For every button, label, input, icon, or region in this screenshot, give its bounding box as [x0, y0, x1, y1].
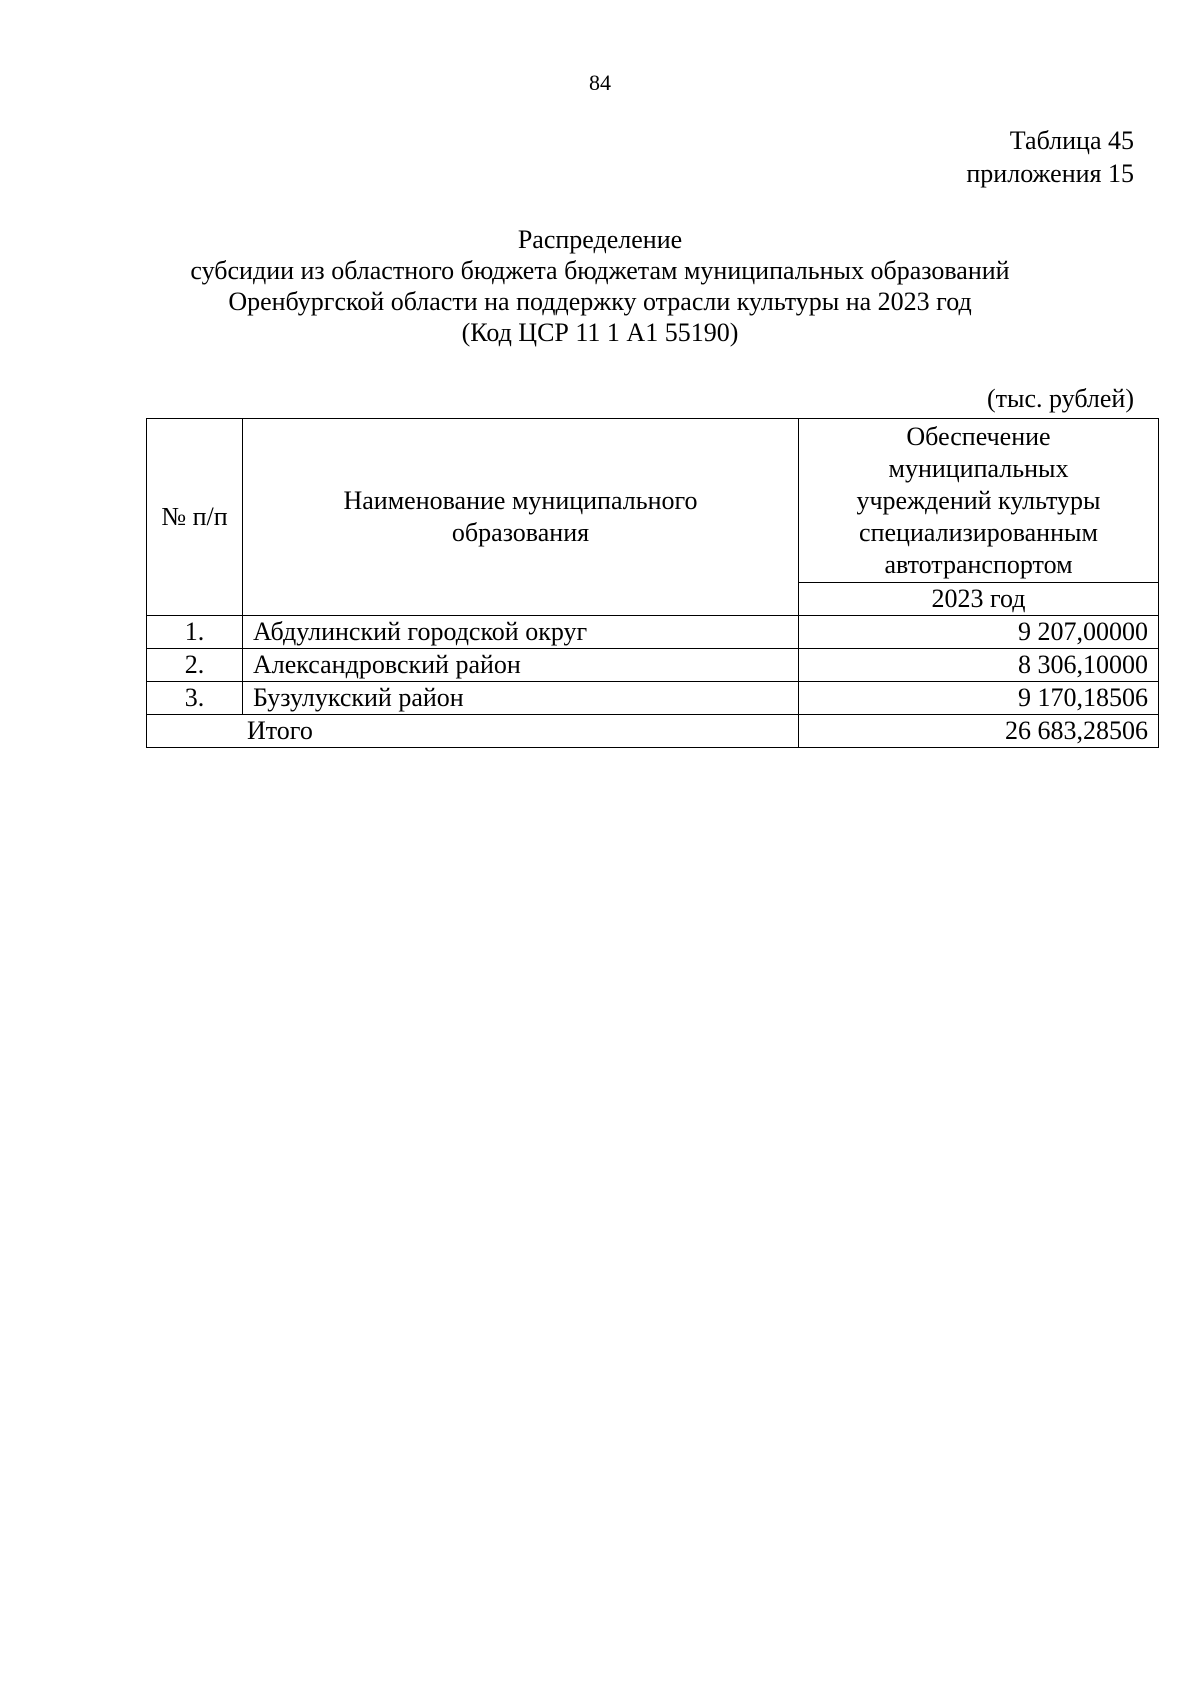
units-note: (тыс. рублей): [986, 384, 1134, 413]
header-year: 2023 год: [799, 583, 1159, 616]
table-header-row: [147, 419, 1159, 583]
title-line-4: (Код ЦСР 11 1 А1 55190): [461, 318, 739, 347]
table-row: [147, 682, 1159, 715]
header-purpose-line-1: Обеспечение: [906, 421, 1051, 451]
row-municipality: Александровский район: [243, 649, 799, 682]
document-title: [0, 224, 1200, 348]
table-total-row: [147, 715, 1159, 748]
header-purpose-line-2: муниципальных: [888, 453, 1069, 483]
table-reference-line: Таблица 45: [1009, 126, 1134, 155]
row-number: 1.: [147, 616, 243, 649]
header-purpose-line-4: специализированным: [859, 517, 1098, 547]
header-number: № п/п: [147, 419, 243, 616]
page-number: 84: [589, 70, 611, 95]
header-purpose-line-3: учреждений культуры: [856, 485, 1101, 515]
header-purpose: [799, 419, 1159, 583]
row-municipality: Абдулинский городской округ: [243, 616, 799, 649]
row-municipality: Бузулукский район: [243, 682, 799, 715]
total-value: 26 683,28506: [799, 715, 1159, 748]
header-municipality-line-1: Наименование муниципального: [343, 486, 698, 515]
header-purpose-line-5: автотранспортом: [884, 549, 1073, 579]
row-value: 8 306,10000: [799, 649, 1159, 682]
title-line-1: Распределение: [517, 225, 683, 254]
table-row: [147, 616, 1159, 649]
title-line-3: Оренбургской области на поддержку отрасли культуры на 2023 год: [228, 287, 972, 316]
header-municipality-line-2: образования: [451, 518, 590, 547]
header-municipality: [243, 419, 799, 616]
table-reference: [966, 124, 1134, 190]
total-label: Итого: [147, 715, 799, 748]
row-number: 3.: [147, 682, 243, 715]
row-number: 2.: [147, 649, 243, 682]
distribution-table: [146, 418, 1159, 748]
title-line-2: субсидии из областного бюджета бюджетам муниципальных образований: [190, 256, 1010, 285]
table-row: [147, 649, 1159, 682]
row-value: 9 170,18506: [799, 682, 1159, 715]
row-value: 9 207,00000: [799, 616, 1159, 649]
appendix-reference-line: приложения 15: [966, 159, 1134, 188]
